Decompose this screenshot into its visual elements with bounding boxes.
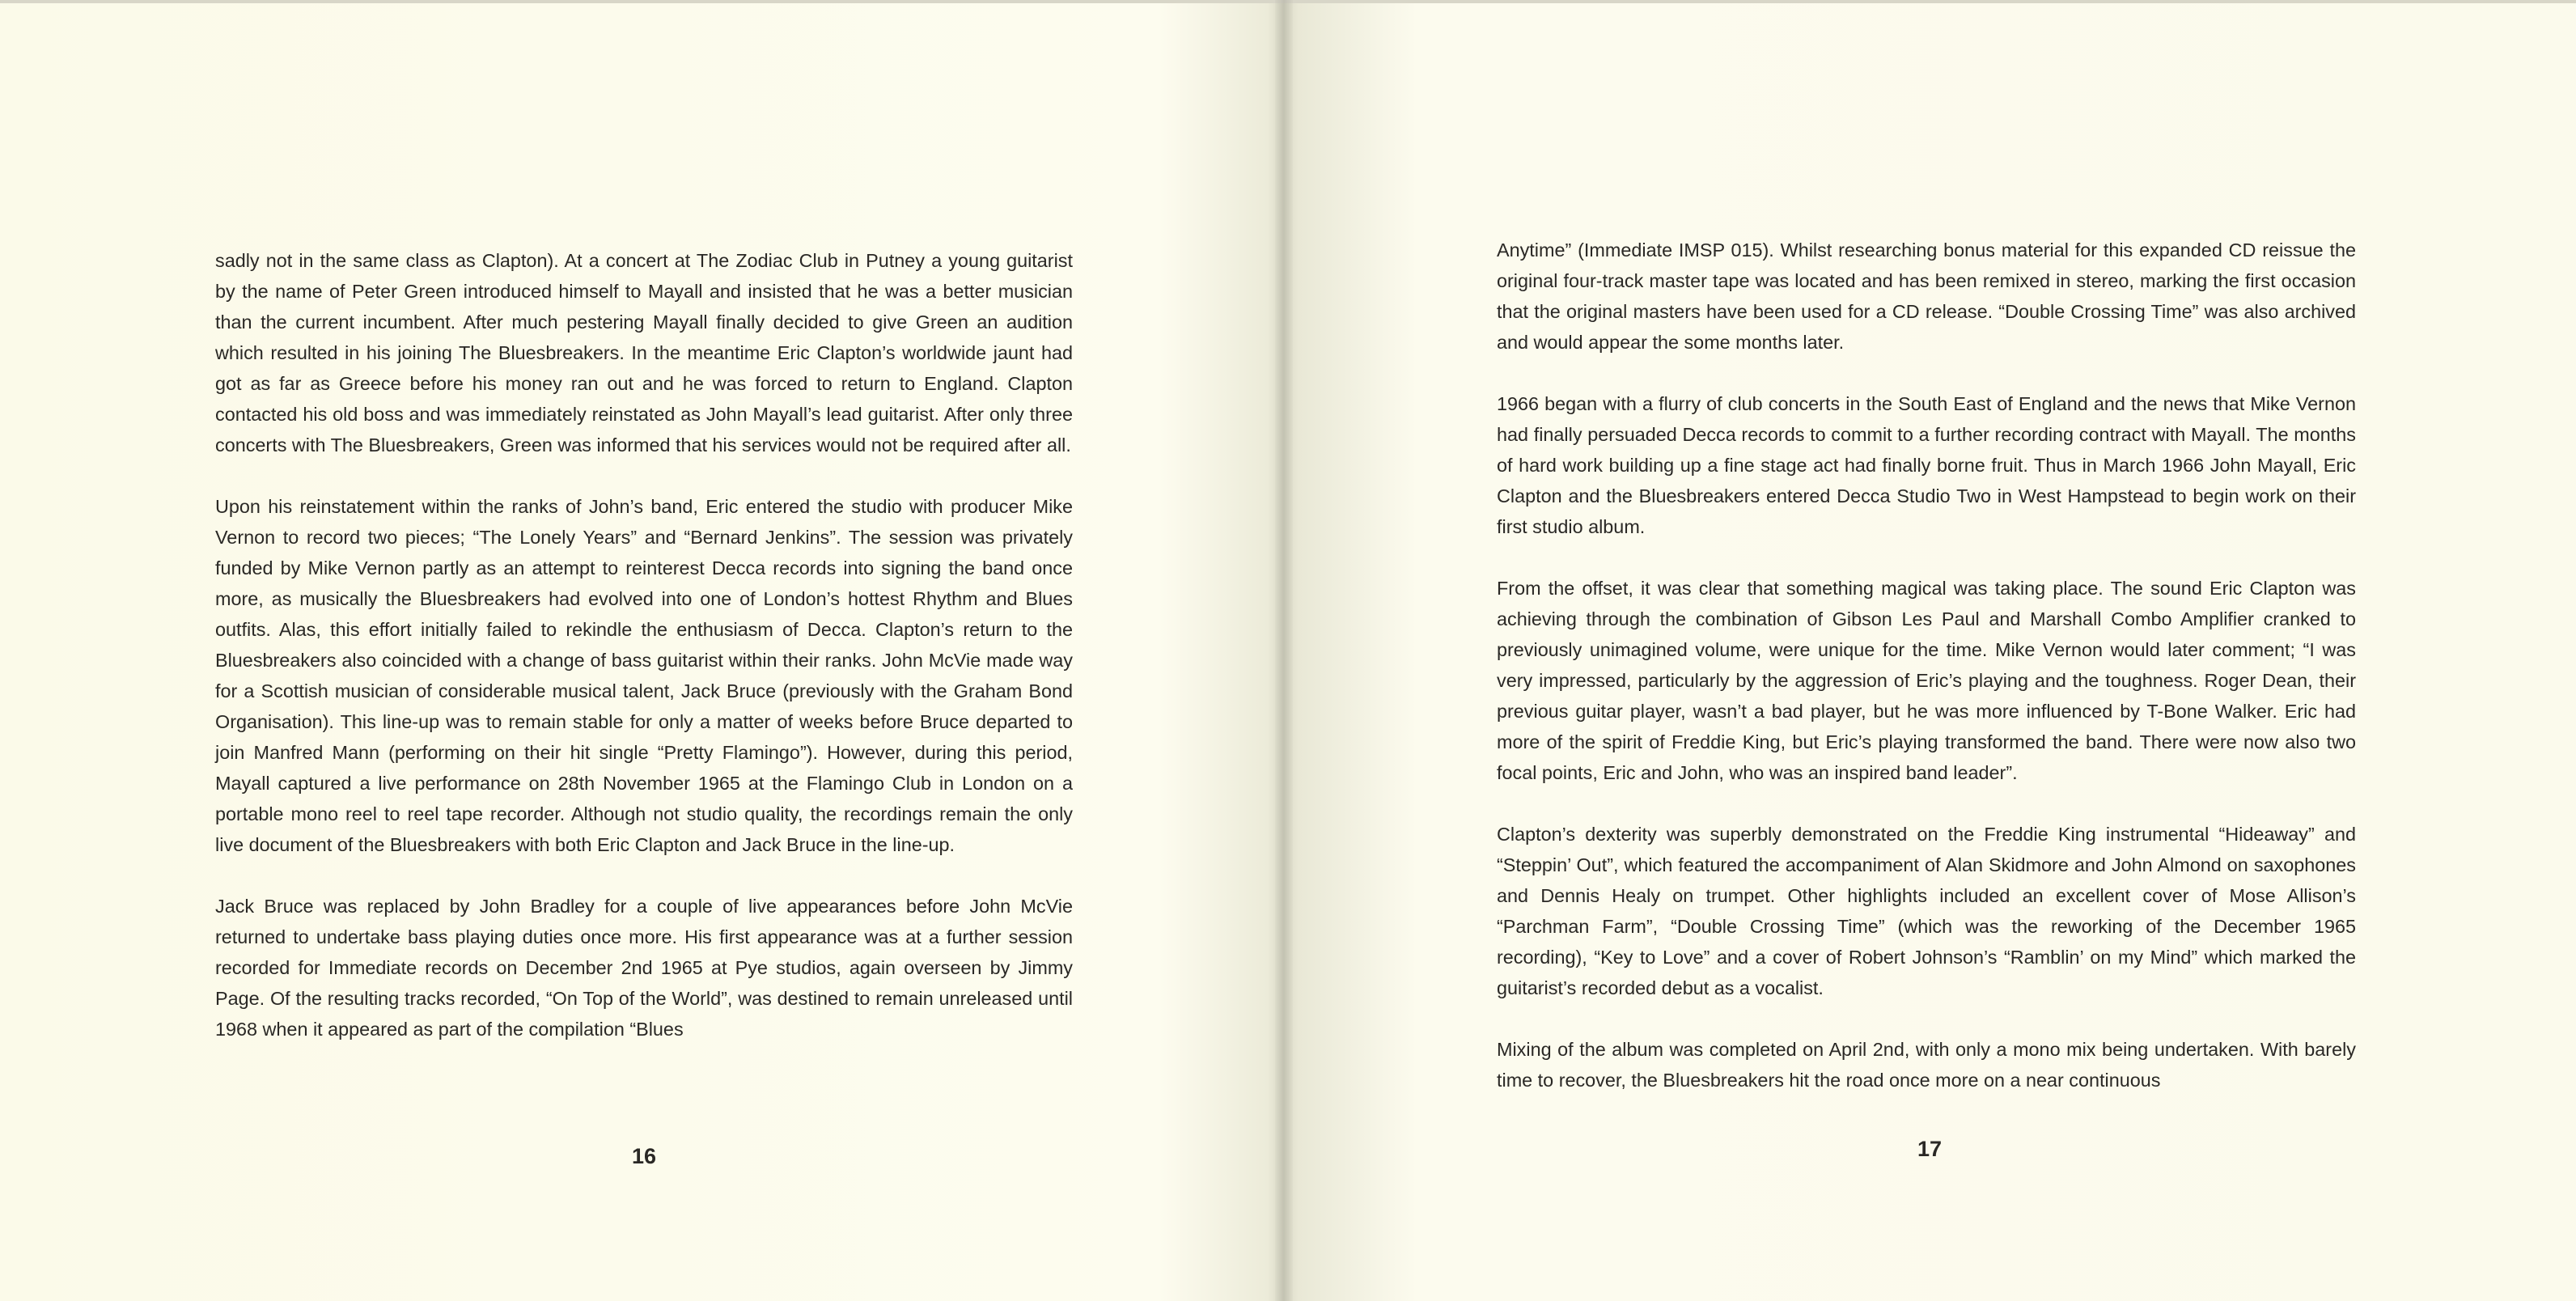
right-paragraph-5: Mixing of the album was completed on April 2nd, with only a mono mix being undertaken. With barely time to recover, the Bluesbreakers hit the road once more on a near continuous bbox=[1497, 1039, 2356, 1091]
right-paragraph-2: 1966 began with a flurry of club concerts in the South East of England and the news that Mike Vernon had finally persuaded Decca records to commit to a further recording contract with Mayall. The months of hard work building up a fine stage act had finally borne fruit. Thus in March 1966 John Mayall, Eric Clapton and the Bluesbreakers entered Decca Studio Two in West Hampstead to begin work on their first studio album. bbox=[1497, 393, 2356, 537]
right-page bbox=[1286, 0, 2576, 1301]
right-text-column bbox=[1497, 235, 2356, 1095]
right-page-number: 17 bbox=[1917, 1137, 1943, 1161]
left-text-column bbox=[215, 245, 1073, 1045]
left-paragraph-1: sadly not in the same class as Clapton). At a concert at The Zodiac Club in Putney a young guitarist by the name of Peter Green introduced himself to Mayall and insisted that he was a better musician than the current incumbent. After much pestering Mayall finally decided to give Green an audition which resulted in his joining The Bluesbreakers. In the meantime Eric Clapton’s worldwide jaunt had got as far as Greece before his money ran out and he was forced to return to England. Clapton contacted his old boss and was immediately reinstated as John Mayall’s lead guitarist. After only three concerts with The Bluesbreakers, Green was informed that his services would not be required after all. bbox=[215, 250, 1073, 456]
left-page bbox=[0, 0, 1283, 1301]
left-page-number: 16 bbox=[631, 1144, 657, 1168]
left-paragraph-3: Jack Bruce was replaced by John Bradley for a couple of live appearances before John McVie returned to undertake bass playing duties once more. His first appearance was at a further session recorded for Immediate records on December 2nd 1965 at Pye studios, again overseen by Jimmy Page. Of the resulting tracks recorded, “On Top of the World”, was destined to remain unreleased until 1968 when it appeared as part of the compilation “Blues bbox=[215, 896, 1073, 1040]
left-paragraph-2: Upon his reinstatement within the ranks of John’s band, Eric entered the studio with producer Mike Vernon to record two pieces; “The Lonely Years” and “Bernard Jenkins”. The session was privately funded by Mike Vernon partly as an attempt to reinterest Decca records into signing the band once more, as musically the Bluesbreakers had evolved into one of London’s hottest Rhythm and Blues outfits. Alas, this effort initially failed to rekindle the enthusiasm of Decca. Clapton’s return to the Bluesbreakers also coincided with a change of bass guitarist within their ranks. John McVie made way for a Scottish musician of considerable musical talent, Jack Bruce (previously with the Graham Bond Organisation). This line-up was to remain stable for only a matter of weeks before Bruce departed to join Manfred Mann (performing on their hit single “Pretty Flamingo”). However, during this period, Mayall captured a live performance on 28th November 1965 at the Flamingo Club in London on a portable mono reel to reel tape recorder. Although not studio quality, the recordings remain the only live document of the Bluesbreakers with both Eric Clapton and Jack Bruce in the line-up. bbox=[215, 496, 1073, 855]
right-paragraph-4: Clapton’s dexterity was superbly demonstrated on the Freddie King instrumental “Hideaway” and “Steppin’ Out”, which featured the accompaniment of Alan Skidmore and John Almond on saxophones and Dennis Healy on trumpet. Other highlights included an excellent cover of Mose Allison’s “Parchman Farm”, “Double Crossing Time” (which was the reworking of the December 1965 recording), “Key to Love” and a cover of Robert Johnson’s “Ramblin’ on my Mind” which marked the guitarist’s recorded debut as a vocalist. bbox=[1497, 824, 2356, 998]
right-paragraph-3: From the offset, it was clear that something magical was taking place. The sound Eric Clapton was achieving through the combination of Gibson Les Paul and Marshall Combo Amplifier cranked to previously unimagined volume, were unique for the time. Mike Vernon would later comment; “I was very impressed, particularly by the aggression of Eric’s playing and the toughness. Roger Dean, their previous guitar player, wasn’t a bad player, but he was more influenced by T-Bone Walker. Eric had more of the spirit of Freddie King, but Eric’s playing transformed the band. There were now also two focal points, Eric and John, who was an inspired band leader”. bbox=[1497, 578, 2356, 783]
right-paragraph-1: Anytime” (Immediate IMSP 015). Whilst researching bonus material for this expanded CD reissue the original four-track master tape was located and has been remixed in stereo, marking the first occasion that the original masters have been used for a CD release. “Double Crossing Time” was also archived and would appear the some months later. bbox=[1497, 239, 2356, 353]
